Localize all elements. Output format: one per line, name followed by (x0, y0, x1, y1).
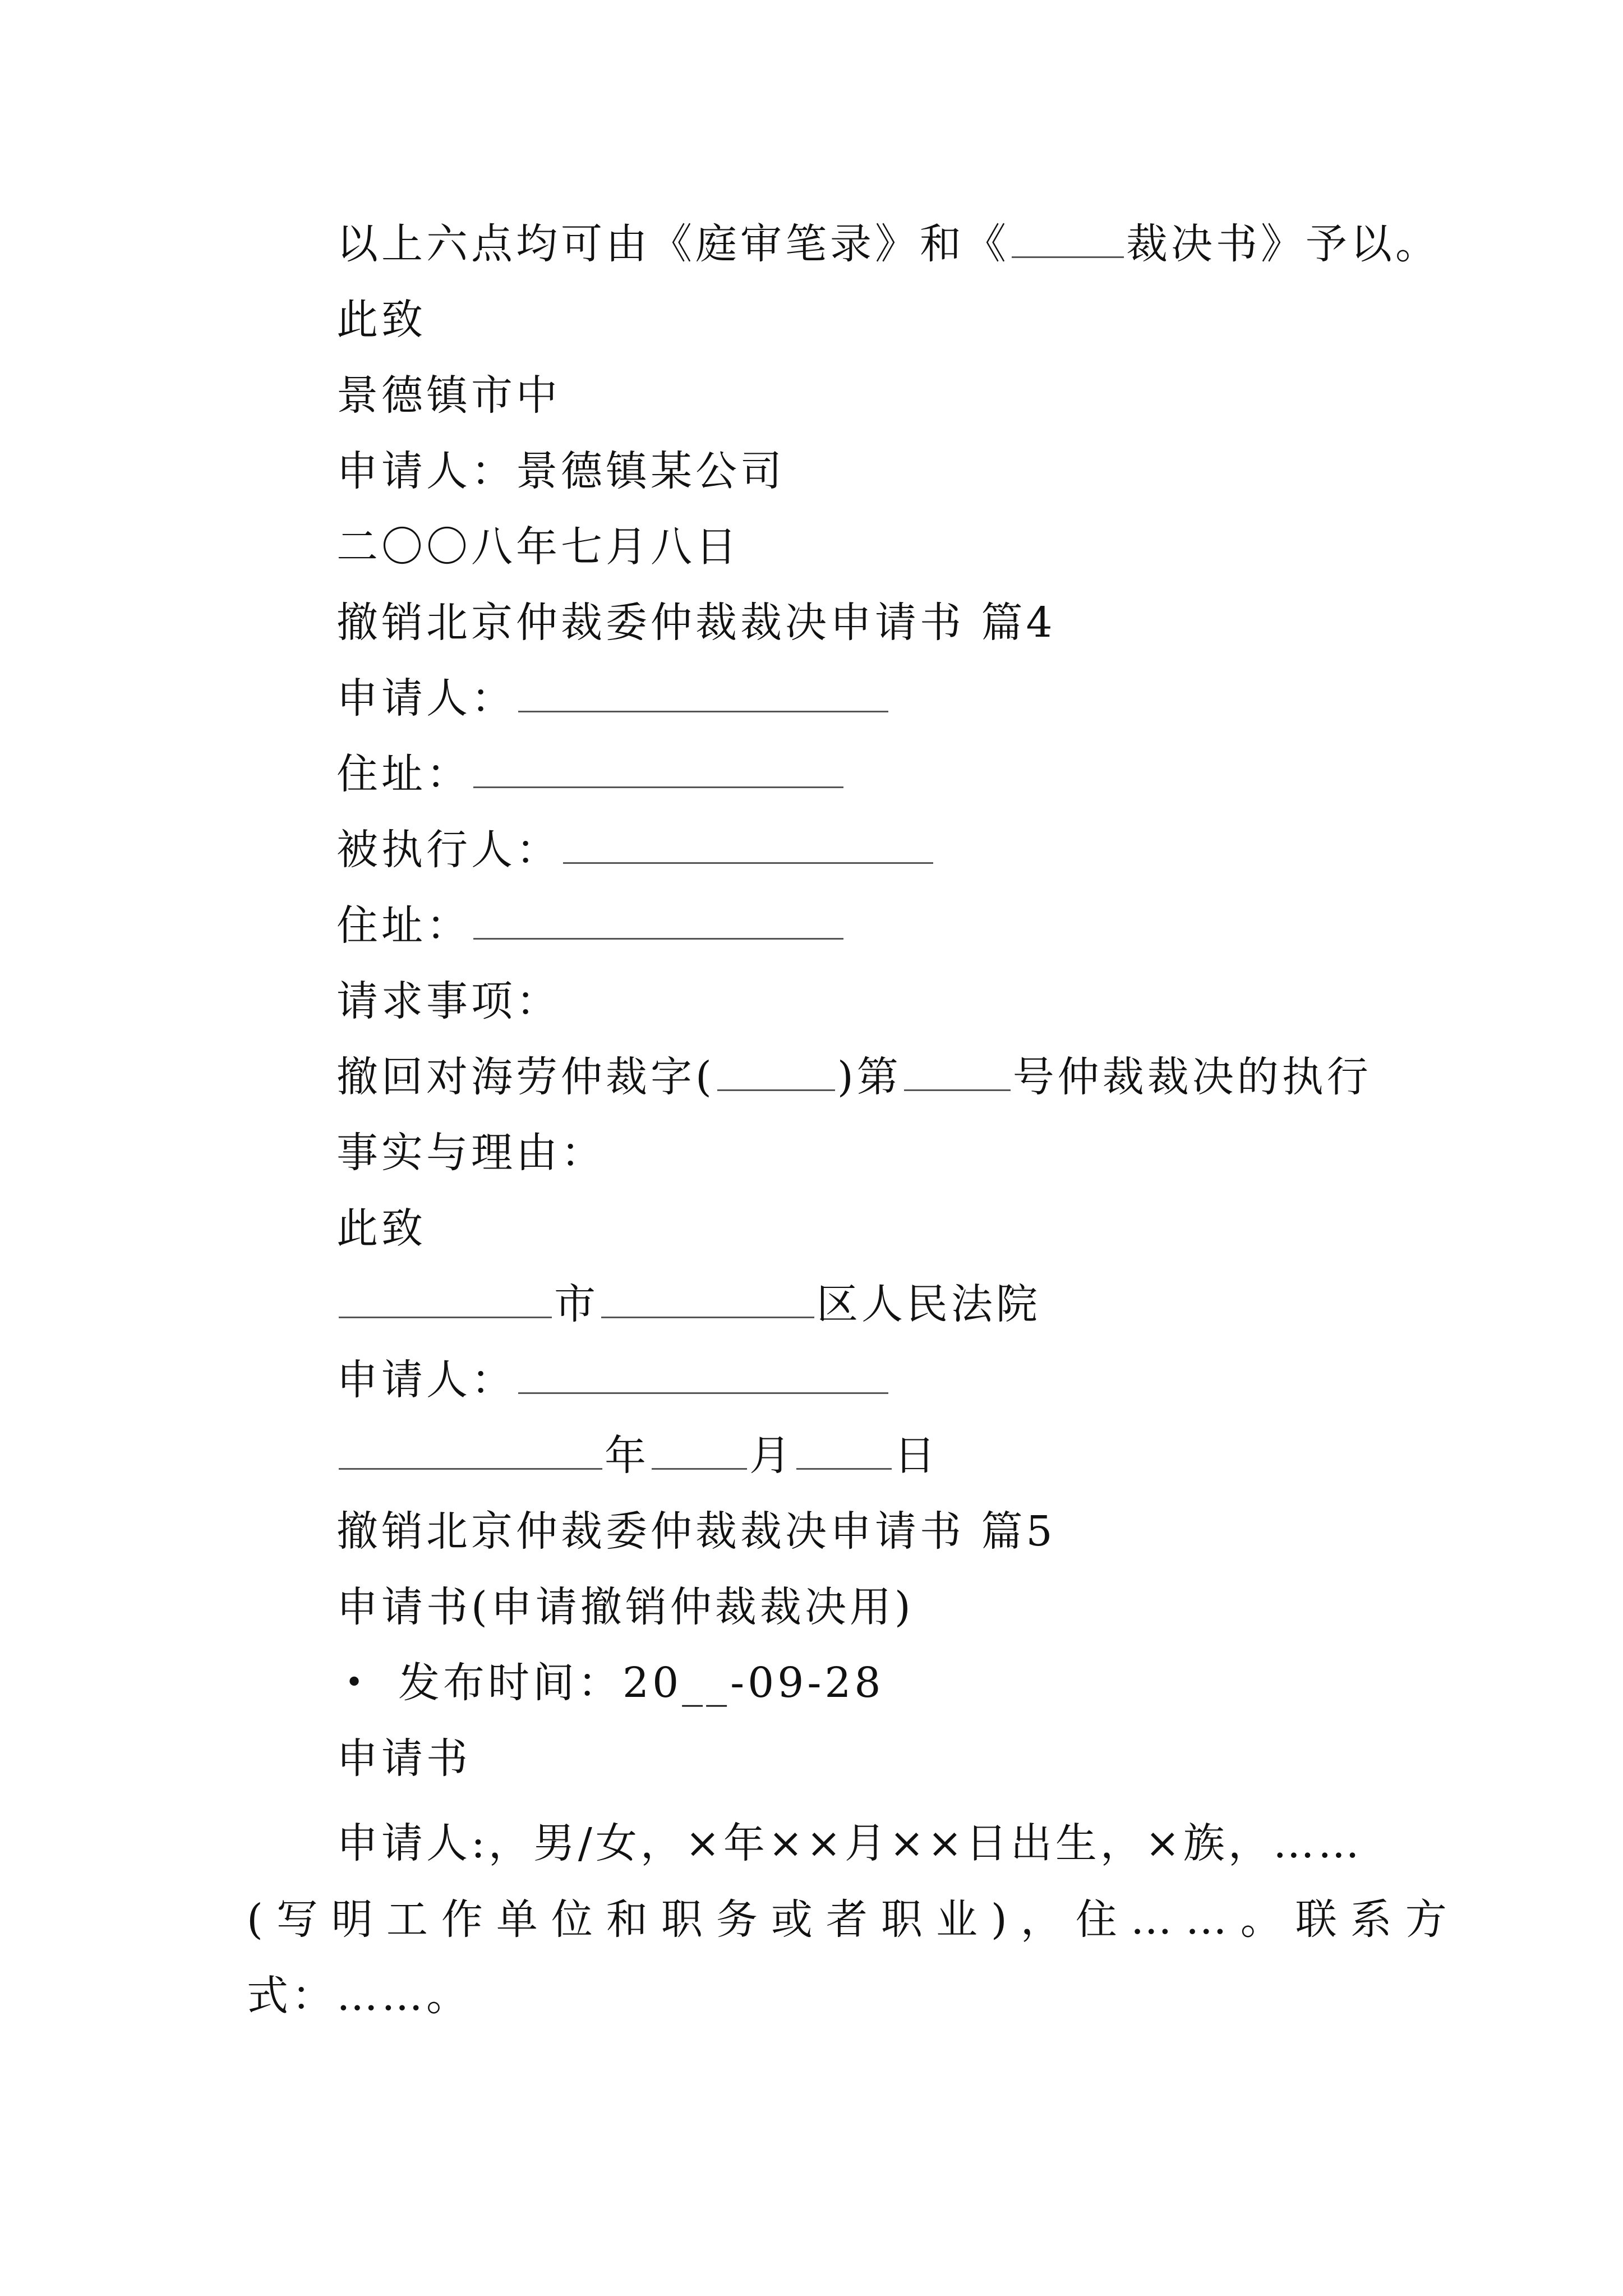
year-blank (717, 1055, 835, 1091)
respondent-field-line (336, 822, 935, 878)
addressee-line: 景德镇市中 (336, 371, 561, 420)
facts-heading: 事实与理由： (336, 1129, 606, 1177)
request-text-b: )第 (837, 1053, 902, 1101)
evidence-text-start: 以上六点均可由《庭审笔录》和《 (336, 220, 1009, 268)
year-blank-2 (339, 1433, 602, 1470)
salutation-line-2: 此致 (336, 1204, 426, 1253)
court-line (336, 1276, 1041, 1332)
court-label: 区人民法院 (817, 1280, 1041, 1328)
day-blank (796, 1433, 892, 1470)
city-blank (339, 1282, 552, 1318)
blank-field (1012, 222, 1124, 258)
request-heading: 请求事项： (336, 977, 561, 1025)
section-heading-4: 撤销北京仲裁委仲裁裁决申请书 篇4 (336, 599, 1056, 647)
year-label: 年 (605, 1432, 649, 1480)
month-blank (652, 1433, 747, 1470)
request-text-c: 号仲裁裁决的执行 (1012, 1053, 1372, 1101)
blank-date-line (336, 1428, 939, 1484)
month-label: 月 (749, 1432, 794, 1480)
city-label: 市 (554, 1280, 599, 1328)
salutation-line: 此致 (336, 296, 426, 344)
address-blank (473, 752, 843, 788)
request-content-line (336, 1049, 1372, 1105)
signature-blank (518, 1358, 888, 1394)
applicant-paragraph (247, 1805, 1460, 2034)
section-heading-5: 撤销北京仲裁委仲裁裁决申请书 篇5 (336, 1507, 1056, 1556)
application-title: 申请书 (336, 1734, 471, 1783)
district-blank (601, 1282, 814, 1318)
address-blank-2 (473, 903, 843, 940)
respondent-label: 被执行人： (336, 826, 561, 874)
request-text-a: 撤回对海劳仲裁字( (336, 1053, 715, 1101)
respondent-blank (563, 827, 933, 864)
publish-time: 发布时间：20__-09-28 (398, 1659, 884, 1707)
document-subtitle: 申请书(申请撤销仲裁裁决用) (336, 1583, 914, 1631)
address-label: 住址： (336, 750, 471, 798)
applicant-label: 申请人： (336, 674, 516, 723)
applicant-blank (518, 676, 888, 712)
address-field-line-2 (336, 898, 846, 954)
paragraph-line-3: 式：……。 (247, 1972, 471, 2020)
applicant-field-line (336, 670, 891, 726)
number-blank (904, 1055, 1011, 1091)
paragraph-line-1: 申请人:，男/女，×年××月××日出生，×族，…… (336, 1819, 1363, 1867)
date-line: 二〇〇八年七月八日 (336, 523, 740, 571)
bullet-icon: • (345, 1664, 364, 1701)
applicant-signature-line (336, 1352, 891, 1408)
paragraph-line-2: (写明工作单位和职务或者职业)，住……。联系方 (247, 1895, 1460, 1944)
address-label-2: 住址： (336, 901, 471, 950)
applicant-line: 申请人：景德镇某公司 (336, 447, 785, 495)
applicant-signature-label: 申请人： (336, 1356, 516, 1404)
day-label: 日 (894, 1432, 939, 1480)
address-field-line (336, 746, 846, 802)
evidence-text-end: 裁决书》予以。 (1126, 220, 1440, 268)
closing-evidence-line (336, 216, 1440, 272)
